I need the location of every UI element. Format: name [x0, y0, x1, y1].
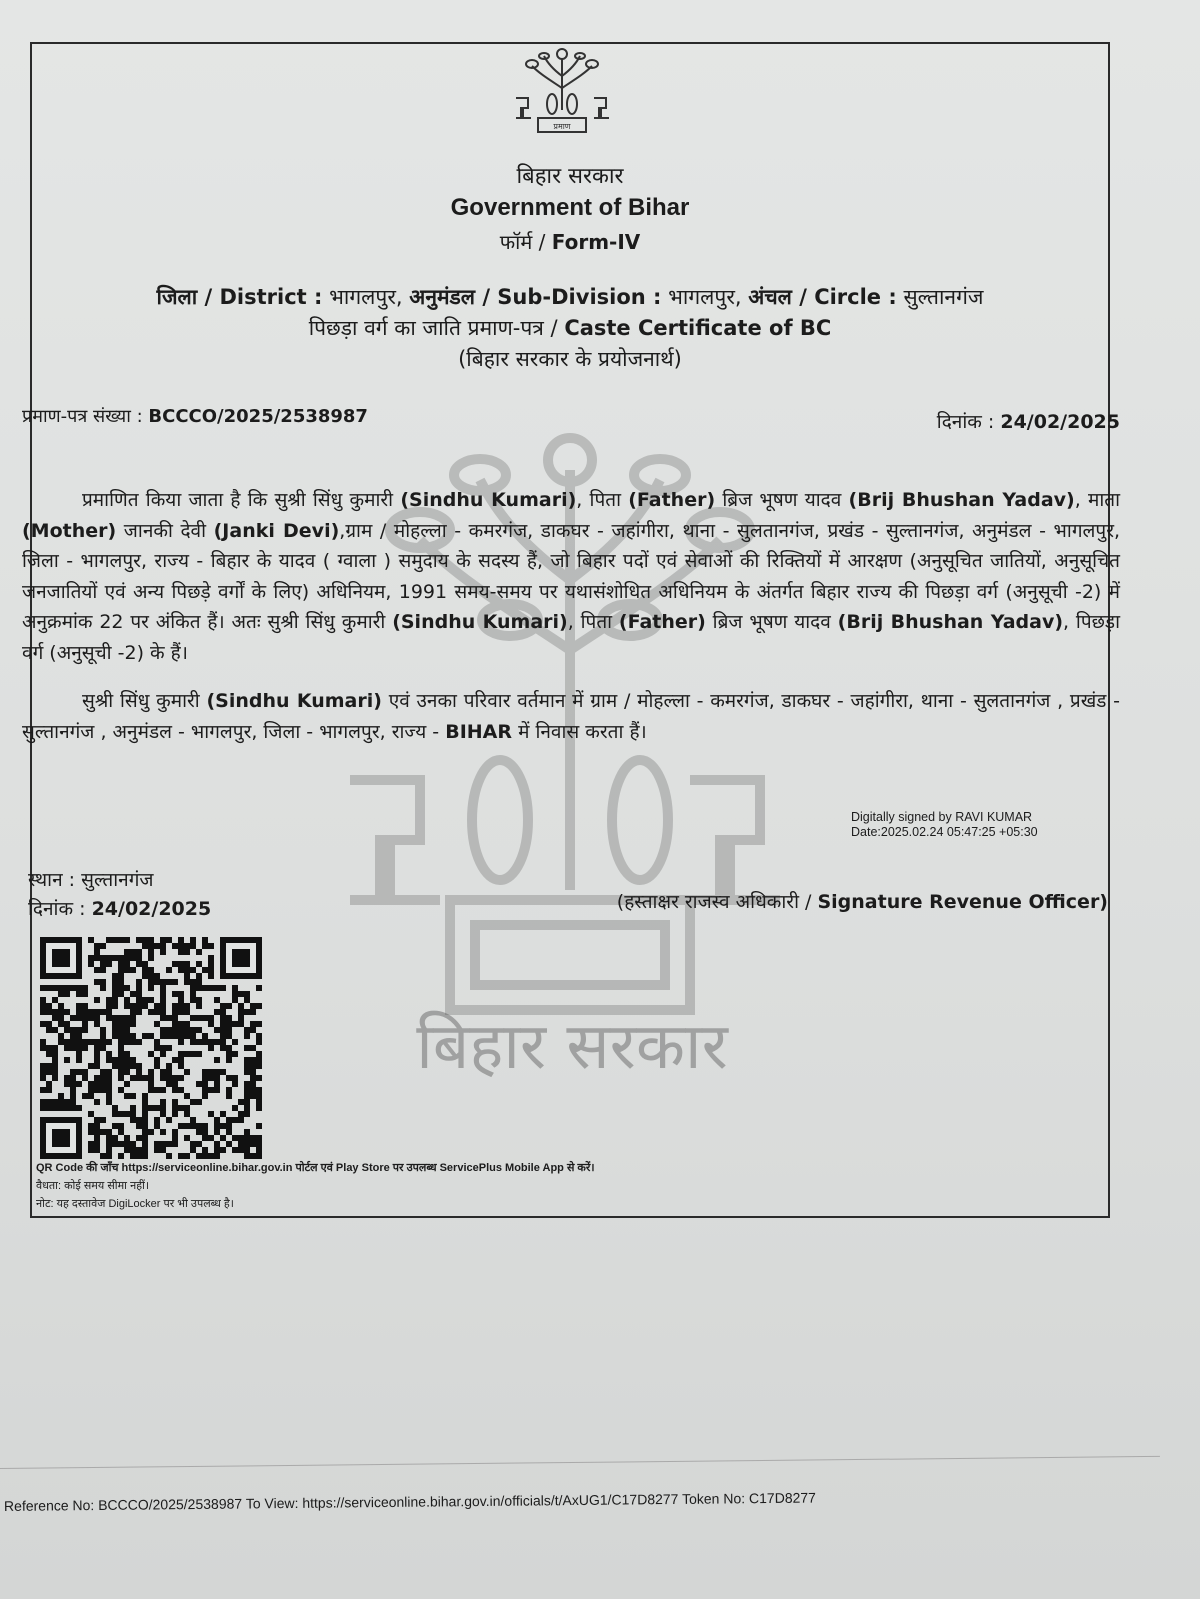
digital-signature-line-1: Digitally signed by RAVI KUMAR: [851, 810, 1033, 824]
certificate-number-value: BCCCO/2025/2538987: [148, 406, 368, 427]
father-label-2: (Father): [618, 611, 706, 633]
officer-signature-label: [617, 888, 1108, 914]
header-gov-hindi: बिहार सरकार: [516, 164, 624, 189]
mother-english: (Janki Devi): [213, 519, 340, 542]
certificate-date-label: दिनांक :: [936, 411, 995, 433]
purpose-line: (बिहार सरकार के प्रयोजनार्थ): [458, 347, 682, 371]
issue-date-label: दिनांक :: [28, 898, 86, 920]
caste-title: [30, 314, 1110, 342]
certificate-number-label: प्रमाण-पत्र संख्या :: [22, 406, 143, 427]
watermark-text: बिहार सरकार: [416, 1010, 728, 1084]
district-value: भागलपुर,: [329, 285, 403, 309]
issue-date-value: 24/02/2025: [91, 898, 212, 920]
digilocker-note: नोट: यह दस्तावेज DigiLocker पर भी उपलब्ध है।: [36, 1198, 234, 1210]
p1-text-h: ब्रिज भूषण यादव: [712, 611, 831, 633]
father-english-2: (Brij Bhushan Yadav): [837, 611, 1064, 633]
p1-text-d: , माता: [1074, 489, 1121, 511]
officer-hindi: (हस्ताक्षर राजस्व अधिकारी /: [616, 891, 812, 913]
circle-value: सुल्तानगंज: [903, 285, 984, 309]
district-line: [30, 283, 1110, 311]
mother-label: (Mother): [22, 519, 117, 542]
caste-hindi: पिछड़ा वर्ग का जाति प्रमाण-पत्र /: [308, 316, 558, 340]
digital-signature-line-2: Date:2025.02.24 05:47:25 +05:30: [851, 825, 1038, 839]
emblem-label: प्रमाण: [553, 122, 571, 131]
p2-text-c: में निवास करता हैं।: [518, 720, 647, 743]
certificate-paragraph-2: [22, 686, 1120, 747]
form-title: फॉर्म / Form-IV: [499, 230, 641, 254]
subdivision-label: अनुमंडल / Sub-Division :: [409, 285, 662, 309]
place-label: स्थान :: [28, 869, 76, 891]
issue-date-line: [28, 895, 211, 921]
name-english-3: (Sindhu Kumari): [206, 690, 382, 712]
father-english: (Brij Bhushan Yadav): [848, 489, 1075, 511]
p1-text-e: जानकी देवी: [123, 519, 207, 542]
p1-text-i: , पिछड़ा वर्ग (अनुसूची -2) के हैं।: [22, 611, 1121, 664]
place-value: सुल्तानगंज: [81, 869, 154, 891]
certificate-date-value: 24/02/2025: [1000, 411, 1120, 433]
circle-label: अंचल / Circle :: [748, 285, 897, 309]
name-english-2: (Sindhu Kumari): [392, 611, 568, 633]
bihar-emblem-icon: [512, 48, 612, 134]
caste-english: Caste Certificate of BC: [564, 316, 832, 340]
qr-verification-note: QR Code की जाँच https://serviceonline.bihar.gov.in पोर्टल एवं Play Store पर उपलब्ध ServicePlus Mobile App से करें।: [36, 1162, 595, 1174]
form-english: Form-IV: [551, 230, 641, 254]
header-gov-english: Government of Bihar: [450, 194, 690, 221]
certificate-date: [937, 408, 1120, 434]
place-line: [28, 866, 154, 892]
qr-code-icon[interactable]: [40, 937, 262, 1159]
validity-note: वैधता: कोई समय सीमा नहीं।: [36, 1180, 150, 1192]
certificate-number: [22, 404, 368, 428]
form-hindi: फॉर्म: [499, 230, 533, 254]
p1-text-a: प्रमाणित किया जाता है कि सुश्री सिंधु कुमारी: [82, 489, 394, 511]
officer-english: Signature Revenue Officer): [817, 891, 1108, 913]
p1-text-f: ,ग्राम / मोहल्ला - कमरगंज, डाकघर - जहांगीरा, थाना - सुलतानगंज, प्रखंड - सुल्तानगंज, अनुमंडल - भागलपुर, जिला - भागलपुर, राज्य - बिहार के यादव ( ग्वाला ) समुदाय के सदस्य हैं, जो बिहार पदों एवं सेवाओं की रिक्तियों में आरक्षण (अनुसूचित जातियों, अनुसूचित जनजातियों एवं अन्य पिछड़े वर्गों के लिए) अधिनियम, 1991 समय-समय पर यथासंशोधित अधिनियम के अंतर्गत बिहार राज्य की पिछड़ा वर्ग (अनुसूची -2) में अनुक्रमांक 22 पर अंकित हैं। अतः सुश्री सिंधु कुमारी: [22, 519, 1121, 633]
district-label: जिला / District :: [156, 285, 323, 309]
name-english: (Sindhu Kumari): [400, 489, 577, 511]
digital-signature: [851, 810, 1038, 840]
certificate-paragraph-1: [22, 485, 1120, 668]
subdivision-value: भागलपुर,: [668, 285, 742, 309]
state-english: BIHAR: [445, 720, 513, 743]
p1-text-c: ब्रिज भूषण यादव: [722, 489, 842, 511]
footer-reference: Reference No: BCCCO/2025/2538987 To View: https://serviceonline.bihar.gov.in/officials/t/AxUG1/C17D8277 Token No: C17D8277: [3, 1489, 816, 1514]
p2-text-b: एवं उनका परिवार वर्तमान में ग्राम / मोहल्ला - कमरगंज, डाकघर - जहांगीरा, थाना - सुलतानगंज , प्रखंड - सुल्तानगंज , अनुमंडल - भागलपुर, जिला - भागलपुर, राज्य -: [22, 690, 1121, 743]
father-label: (Father): [628, 489, 716, 511]
p2-text-a: सुश्री सिंधु कुमारी: [82, 690, 200, 712]
p1-text-g: , पिता: [567, 611, 613, 633]
p1-text-b: , पिता: [576, 489, 621, 511]
